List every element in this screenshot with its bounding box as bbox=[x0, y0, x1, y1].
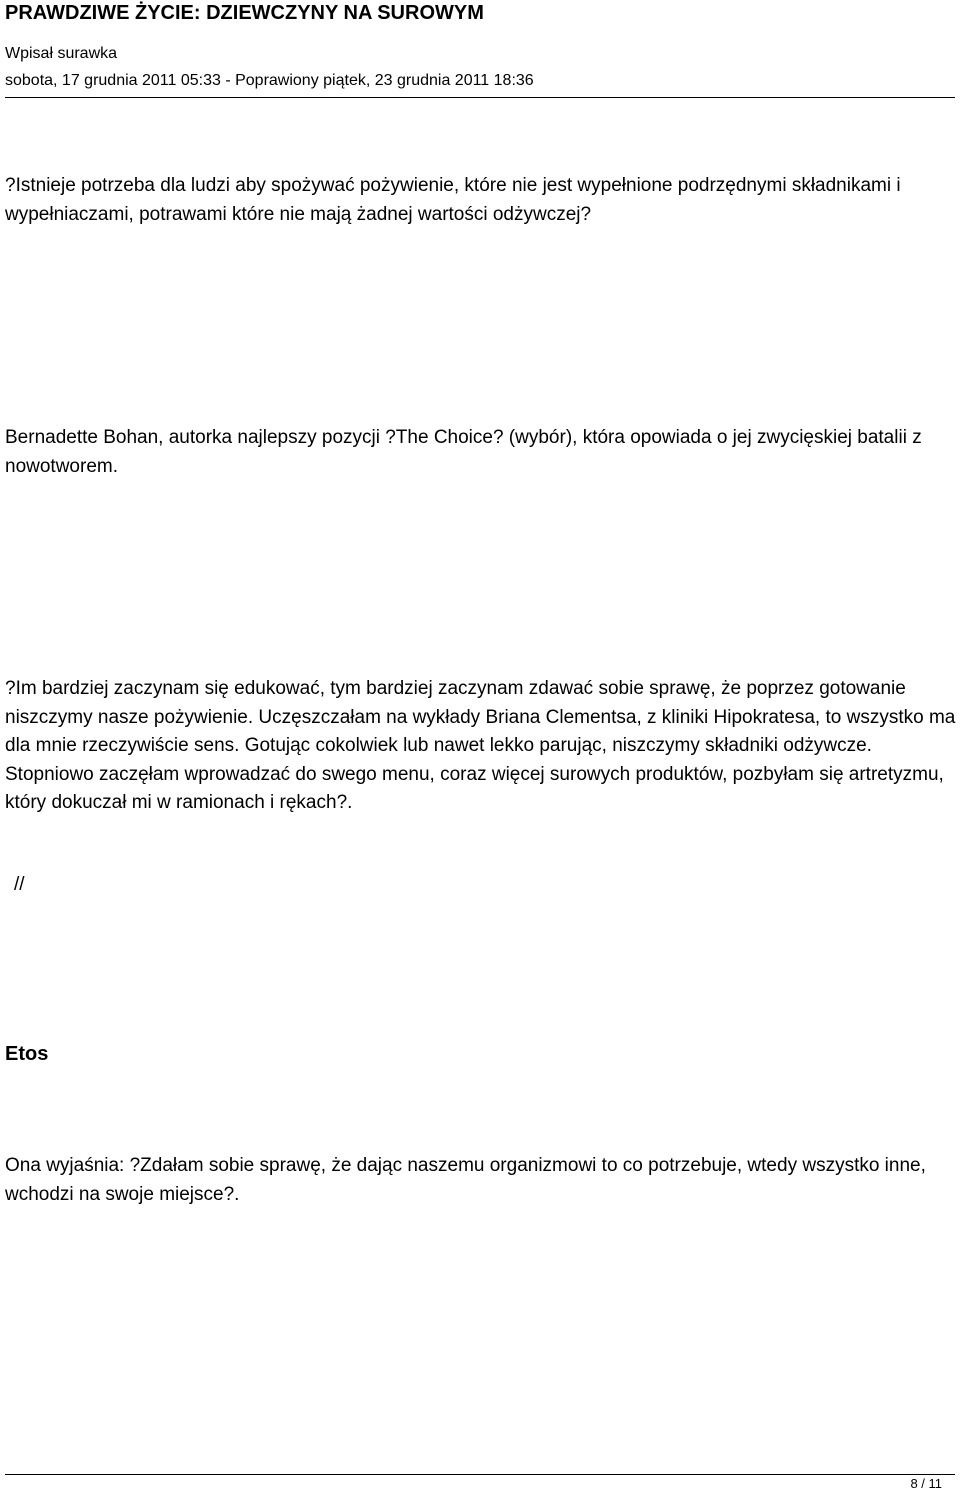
body-paragraph bbox=[5, 172, 957, 229]
author-line: Wpisał surawka bbox=[5, 45, 118, 62]
footer-divider bbox=[5, 1474, 955, 1475]
page-number: 8 / 11 bbox=[910, 1476, 942, 1491]
header-divider bbox=[5, 97, 955, 98]
body-paragraph bbox=[5, 1152, 957, 1209]
body-paragraph bbox=[5, 424, 957, 481]
document-title: PRAWDZIWE ŻYCIE: DZIEWCZYNY NA SUROWYM bbox=[5, 2, 484, 24]
paragraph-text: ?Istnieje potrzeba dla ludzi aby spożywać pożywienie, które nie jest wypełnione podrzędnymi składnikami i wypełniaczami, potrawami które nie mają żadnej wartości odżywczej? bbox=[5, 175, 901, 225]
date-line: sobota, 17 grudnia 2011 05:33 - Poprawiony piątek, 23 grudnia 2011 18:36 bbox=[5, 72, 534, 89]
section-heading: Etos bbox=[5, 1043, 49, 1065]
paragraph-text: Bernadette Bohan, autorka najlepszy pozycji ?The Choice? (wybór), która opowiada o jej zwycięskiej batalii z nowotworem. bbox=[5, 427, 922, 477]
separator: // bbox=[14, 874, 25, 895]
paragraph-text: ?Im bardziej zaczynam się edukować, tym bardziej zaczynam zdawać sobie sprawę, że poprzez gotowanie niszczymy nasze pożywienie. Uczęszczałam na wykłady Briana Clementsa, z kliniki Hipokratesa, to wszystko ma dla mnie rzeczywiście sens. Gotując cokolwiek lub nawet lekko parując, niszczymy składniki odżywcze. Stopniowo zaczęłam wprowadzać do swego menu, coraz więcej surowych produktów, pozbyłam się artretyzmu, który dokuczał mi w ramionach i rękach?. bbox=[5, 678, 956, 813]
paragraph-text: Ona wyjaśnia: ?Zdałam sobie sprawę, że dając naszemu organizmowi to co potrzebuje, wtedy wszystko inne, wchodzi na swoje miejsce?. bbox=[5, 1155, 926, 1205]
body-paragraph bbox=[5, 675, 957, 818]
